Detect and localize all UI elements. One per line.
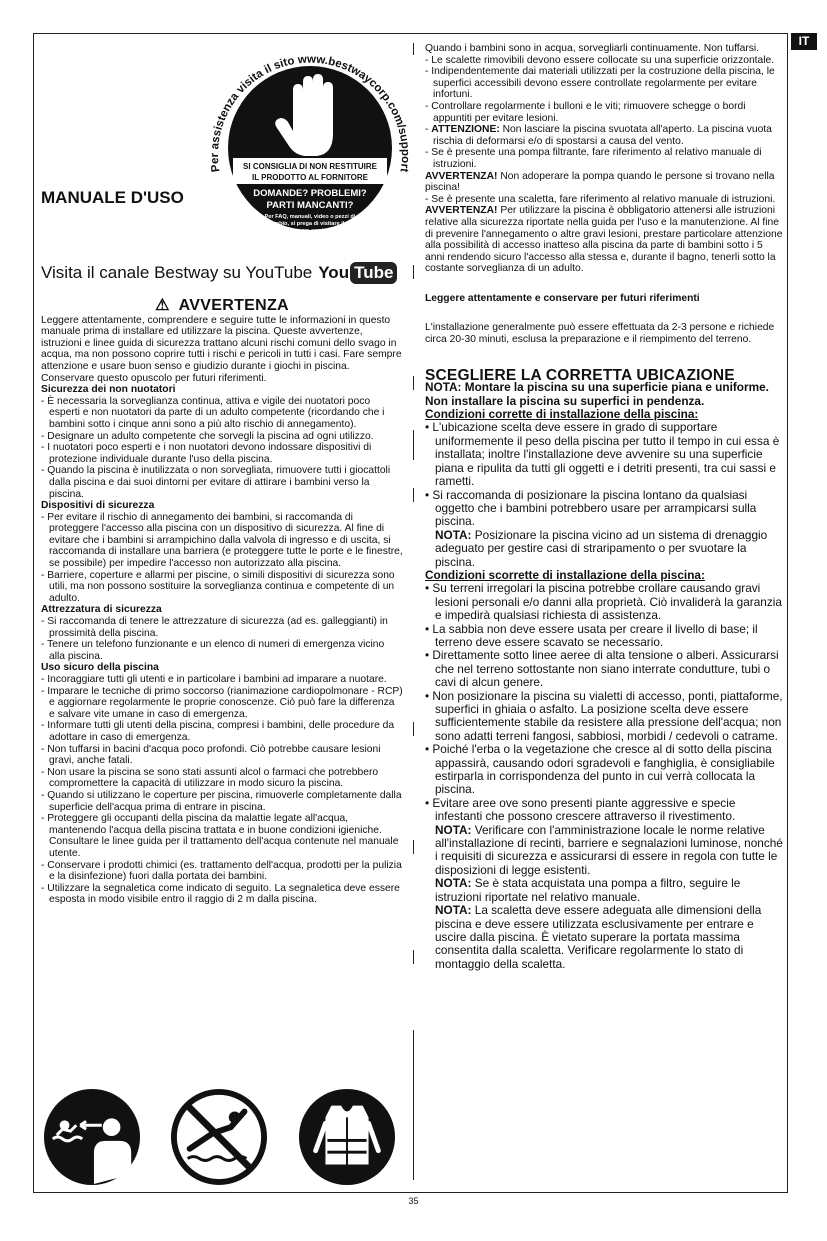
wrong-conditions-title: Condizioni scorrette di installazione della piscina: xyxy=(425,567,705,582)
youtube-text: Visita il canale Bestway su YouTube xyxy=(41,263,313,282)
seal-small-2: ricambio, si prega di visitare il sito xyxy=(264,221,356,227)
list-item: - Designare un adulto competente che sorvegli la piscina ad ogni utilizzo. xyxy=(41,430,374,442)
list-item: - Conservare i prodotti chimici (es. trattamento dell'acqua, prodotti per la pulizia e la disinfezione) fuori dalla portata dei bambini. xyxy=(41,859,402,883)
warning-triangle-icon: ⚠ xyxy=(155,297,170,314)
note-text: Se è stata acquistata una pompa a filtro, seguire le istruzioni riportate nel relativo manuale. xyxy=(435,876,741,904)
list-item: • La sabbia non deve essere usata per creare il livello di base; il terreno deve essere scavato se necessario. xyxy=(425,621,758,649)
seal-band-line1: SI CONSIGLIA DI NON RESTITUIRE xyxy=(243,162,377,171)
warning-pump xyxy=(425,171,785,194)
seal-band-line2: IL PRODOTTO AL FORNITORE xyxy=(251,173,369,182)
seal-question-1: DOMANDE? PROBLEMI? xyxy=(253,188,367,199)
list-item: - Controllare regolarmente i bulloni e le viti; rimuovere schegge o bordi appuntiti per evitare lesioni. xyxy=(425,100,746,124)
list-item: - Per evitare il rischio di annegamento dei bambini, si raccomanda di proteggere l'accesso alla piscina con un dispositivo di sicurezza. Al fine di evitare che i bambini si arrampichino dalla valvola di ingresso e di uscita, si raccomanda di installare una barriera (e proteggere tutte le porte e le finestre, se possibile) per impedire l'accesso non autorizzato alla piscina. xyxy=(41,511,403,570)
divider-mark xyxy=(413,722,414,736)
list-item: • Non posizionare la piscina su vialetti di accesso, ponti, piattaforme, superfici in ghiaia o asfalto. La posizione scelta deve essere sufficientemente stabile da resistere alla pressione dell'acqua; non sono adatti terreni fangosi, sabbiosi, morbidi / cedevoli o catrame. xyxy=(425,688,783,743)
note-filter-pump xyxy=(425,877,785,904)
keep-for-reference-title: Leggere attentamente e conservare per futuri riferimenti xyxy=(425,292,700,304)
list-item: - Le scalette rimovibili devono essere collocate su una superficie orizzontale. xyxy=(425,54,775,66)
seal-question-2: PARTI MANCANTI? xyxy=(266,200,354,211)
attention-item xyxy=(425,124,785,147)
divider-mark xyxy=(413,488,414,502)
language-badge: IT xyxy=(791,33,817,50)
note-label: NOTA: xyxy=(435,822,472,837)
list-item: - Non tuffarsi in bacini d'acqua poco profondi. Ciò potrebbe causare lesioni gravi, anche fatali. xyxy=(41,743,381,767)
divider-mark xyxy=(413,430,414,460)
list-item: - Proteggere gli occupanti della piscina da malattie legate all'acqua, mantenendo l'acqua della piscina trattata e in buone condizioni igieniche. Consultare le linee guida per il trattamento dell'acqua contenute nel manuale utente. xyxy=(41,813,399,859)
list-item: - Quando si utilizzano le coperture per piscina, rimuoverle completamente dalla superficie dell'acqua prima di entrare in piscina. xyxy=(41,789,402,813)
left-column xyxy=(41,297,403,906)
divider-mark xyxy=(413,840,414,854)
installation-time-text: L'installazione generalmente può essere effettuata da 2-3 persone e richiede circa 20-30 minuti, esclusa la preparazione e il riempimento del terreno. xyxy=(425,322,775,346)
list-item: - È necessaria la sorveglianza continua, attiva e vigile dei nuotatori poco esperti e non nuotatori da parte di un adulto competente (ricordando che i bambini sotto i cinque anni sono a più alto rischio di annegamento). xyxy=(41,395,385,430)
list-item: • Evitare aree ove sono presenti piante aggressive e specie infestanti che possono crescere attraverso il rivestimento. xyxy=(425,795,736,824)
manual-title: MANUALE D'USO xyxy=(41,188,184,207)
section-title-safety-devices: Dispositivi di sicurezza xyxy=(41,500,155,512)
list-item: • Direttamente sotto linee aeree di alta tensione o alberi. Assicurarsi che nel terreno sottostante non siano interrate condutture, tubi o cavi di alcun genere. xyxy=(425,648,779,690)
divider-mark xyxy=(413,376,414,390)
list-item: • Poiché l'erba o la vegetazione che cresce al di sotto della piscina appassirà, causando odori sgradevoli e fanghiglia, è consigliabile estirparla in corrispondenza del punto in cui verrà collocata la piscina. xyxy=(425,742,775,797)
list-item: - Imparare le tecniche di primo soccorso (rianimazione cardiopolmonare - RCP) e aggiornare regolarmente le proprie conoscenze. Ciò può fare la differenza e salvare vite umane in caso di emergenza. xyxy=(41,685,403,720)
warning-label: AVVERTENZA! xyxy=(425,170,498,182)
youtube-logo-you: You xyxy=(318,263,350,282)
youtube-line xyxy=(41,262,397,284)
section-title-safety-equipment: Attrezzatura di sicurezza xyxy=(41,604,162,616)
attention-label: ATTENZIONE: xyxy=(431,124,500,136)
no-diving-icon xyxy=(170,1088,268,1186)
correct-conditions-title: Condizioni corrette di installazione della piscina: xyxy=(425,407,699,422)
note-text: Verificare con l'amministrazione locale le norme relative all'installazione di recinti, barriere e segnalazioni luminose, nonché i requisiti di sicurezza e assicurarsi di essere in regola con tutte le disposizioni di legge esistenti. xyxy=(435,822,783,877)
warning-title: AVVERTENZA xyxy=(178,297,289,314)
section-title-safe-use: Uso sicuro della piscina xyxy=(41,662,159,674)
note-text: La scaletta deve essere adeguata alle dimensioni della piscina e deve essere utilizzata esclusivamente per entrare e uscire dalla piscina. È vietato superare la portata massima consentita dalla scaletta. Verificare regolarmente lo stato di montaggio della scaletta. xyxy=(435,903,762,971)
divider-mark xyxy=(413,43,414,55)
note-drainage xyxy=(425,529,785,569)
list-item: - Barriere, coperture e allarmi per piscine, o simili dispositivi di sicurezza sono utili, ma non possono sostituire la sorveglianza continua e competente di un adulto. xyxy=(41,569,395,604)
list-item: - Incoraggiare tutti gli utenti e in particolare i bambini ad imparare a nuotare. xyxy=(41,674,387,685)
attention-prefix: - xyxy=(425,124,432,136)
support-seal xyxy=(205,38,415,248)
list-item: • L'ubicazione scelta deve essere in grado di supportare uniformemente il peso della piscina per tutto il tempo in cui essa è installata; inoltre l'installazione deve avvenire su una superficie piana e ripulita da tutti gli oggetti e i detriti presenti, tra cui sassi e rametti. xyxy=(425,420,780,489)
paragraph: Quando i bambini sono in acqua, sorvegliarli continuamente. Non tuffarsi. xyxy=(425,43,760,54)
list-item: - I nuotatori poco esperti e i non nuotatori devono indossare dispositivi di protezione individuale durante l'uso della piscina. xyxy=(41,442,372,465)
divider-mark xyxy=(413,1030,414,1180)
note-ladder xyxy=(425,904,785,971)
warning-children xyxy=(425,205,785,275)
list-item: • Si raccomanda di posizionare la piscina lontano da qualsiasi oggetto che i bambini potrebbero usare per arrampicarsi sulla piscina. xyxy=(425,487,757,529)
warning-text: Per utilizzare la piscina è obbligatorio attenersi alle istruzioni relative alla sicurezza riportate nella guida per l'uso e la manutenzione. Al fine di prevenire l'annegamento o altre gravi lesioni, prestare particolare attenzione alla possibilità di accesso inatteso alla piscina da parte di bambini sotto i 5 anni rendendo sicuro l'accesso alla stessa e, durante il bagno, tenerli sotto la costante sorveglianza di un adulto. xyxy=(425,205,783,275)
page-number: 35 xyxy=(408,1196,419,1206)
divider-mark xyxy=(413,950,414,964)
warning-label: AVVERTENZA! xyxy=(425,205,498,217)
seal-small-1: Per FAQ, manuali, video o pezzi di xyxy=(264,214,356,220)
list-item: - Non usare la piscina se sono stati assunti alcol o farmaci che potrebbero compromettere la capacità di utilizzare in modo sicuro la piscina. xyxy=(41,766,379,790)
list-item: - Si raccomanda di tenere le attrezzature di sicurezza (ad es. galleggianti) in prossimità della piscina. xyxy=(41,616,388,639)
section-title-non-swimmers: Sicurezza dei non nuotatori xyxy=(41,384,176,396)
warning-intro: Leggere attentamente, comprendere e seguire tutte le informazioni in questo manuale prima di installare ed utilizzare la piscina. Queste avvertenze, istruzioni e linee guida di sicurezza trattano alcuni rischi comuni dello svago in acqua, ma non possono coprire tutti i rischi e pericoli in tutti i casi. Fare sempre attenzione e usare buon senso e giudizio durante i giochi in piscina. Conservare questo opuscolo per futuri riferimenti. xyxy=(41,314,402,384)
seal-url: bestwaycorp.com/support xyxy=(278,228,342,234)
note-regulations xyxy=(425,824,785,878)
supervise-child-icon xyxy=(43,1088,141,1186)
note-text: Posizionare la piscina vicino ad un sistema di drenaggio adeguato per gestire casi di straripamento o per svuotare la piscina. xyxy=(435,527,768,569)
life-vest-icon xyxy=(298,1088,396,1186)
warning-text: Non adoperare la pompa quando le persone si trovano nella piscina! xyxy=(425,170,775,194)
list-item: - Quando la piscina è inutilizzata o non sorvegliata, rimuovere tutti i giocattoli dalla piscina e dai suoi dintorni per evitare di attirare i bambini verso la piscina. xyxy=(41,465,391,500)
section-title-location: SCEGLIERE LA CORRETTA UBICAZIONE xyxy=(425,366,735,384)
note-label: NOTA: xyxy=(435,527,472,542)
list-item: - Se è presente una pompa filtrante, fare riferimento al relativo manuale di istruzioni. xyxy=(425,147,762,170)
youtube-logo-tube: Tube xyxy=(350,262,397,284)
list-item: • Su terreni irregolari la piscina potrebbe crollare causando gravi lesioni personali e/o danni alla proprietà. Ciò invaliderà la garanzia e impedirà qualsiasi richiesta di assistenza. xyxy=(425,581,782,623)
list-item: - Tenere un telefono funzionante e un elenco di numeri di emergenza vicino alla piscina. xyxy=(41,639,385,662)
list-item: - Se è presente una scaletta, fare riferimento al relativo manuale di istruzioni. xyxy=(425,193,776,205)
divider-mark xyxy=(413,265,414,279)
note-label: NOTA: xyxy=(435,903,472,918)
attention-text: Non lasciare la piscina svuotata all'aperto. La piscina vuota rischia di deformarsi e/o di spostarsi a causa del vento. xyxy=(433,124,772,147)
right-column xyxy=(425,43,785,971)
location-note: NOTA: Montare la piscina su una superficie piana e uniforme. Non installare la piscina su superfici in pendenza. xyxy=(425,380,769,408)
list-item: - Indipendentemente dai materiali utilizzati per la costruzione della piscina, le superfici accessibili devono essere controllate regolarmente per evitare infortuni. xyxy=(425,66,775,101)
note-label: NOTA: xyxy=(435,876,472,891)
warning-heading xyxy=(41,297,403,314)
seal-arc-textpath: Per assistenza visita il sito www.bestwaycorp.com/support xyxy=(208,53,412,173)
list-item: - Informare tutti gli utenti della piscina, compresi i bambini, delle procedure da adottare in caso di emergenza. xyxy=(41,720,395,743)
list-item: - Utilizzare la segnaletica come indicato di seguito. La segnaletica deve essere esposta in modo visibile entro il raggio di 2 m dalla piscina. xyxy=(41,882,400,906)
